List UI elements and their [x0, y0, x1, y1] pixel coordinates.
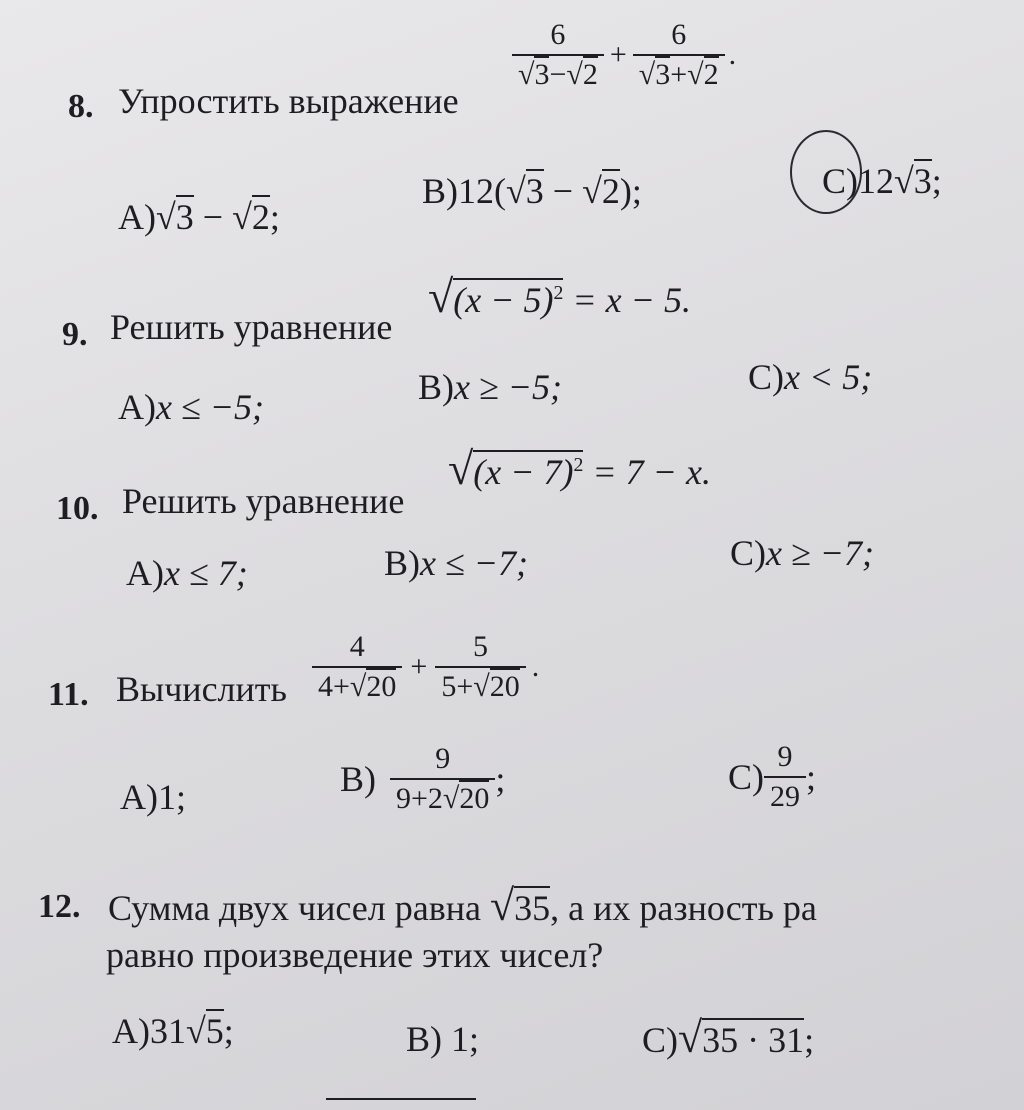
expression: $\frac{4}{4+√20}$ + $\frac{5}{5+√20}$ . — [312, 630, 539, 704]
option-a[interactable]: A)31√5; — [112, 1011, 234, 1051]
fraction: $\frac{6}{√3-√2}$ — [512, 18, 604, 92]
question-number: 10. — [56, 490, 99, 527]
question-prompt: Упростить выражение — [118, 81, 459, 121]
option-c[interactable]: C)x < 5; — [748, 357, 873, 397]
fraction: $\frac{6}{√3+√2}$ — [633, 18, 725, 92]
question-number: 9. — [62, 316, 88, 353]
cut-off-line — [326, 1098, 476, 1100]
option-c[interactable]: C)x ≥ −7; — [730, 533, 875, 573]
question-text-line2: равно произведение этих чисел? — [106, 935, 604, 975]
question-prompt: Решить уравнение — [122, 481, 405, 521]
option-b[interactable]: B) 1; — [406, 1019, 480, 1059]
fraction: $\frac{9}{9+2√20}$ — [390, 742, 495, 816]
question-number: 11. — [48, 676, 89, 713]
option-b[interactable]: B)x ≤ −7; — [384, 543, 529, 583]
question-number: 8. — [68, 88, 94, 125]
equation: $√(x - 5)^2 = x - 5$. — [428, 271, 691, 322]
option-c[interactable]: C)√35 · 31; — [642, 1013, 815, 1062]
fraction: $\frac{9}{29}$ — [764, 740, 806, 814]
question-prompt: Вычислить — [116, 669, 287, 709]
equation: $√(x - 7)^2 = 7 - x$. — [448, 443, 711, 494]
expression: $\frac{6}{√3-√2}$ + $\frac{6}{√3+√2}$ . — [512, 18, 736, 92]
option-a[interactable]: A)√3 − √2; — [118, 197, 280, 237]
option-c[interactable]: C)12√3; — [822, 161, 942, 201]
fraction: $\frac{4}{4+√20}$ — [312, 630, 402, 704]
option-c[interactable]: C) $\frac{9}{29}$ ; — [728, 740, 817, 813]
question-prompt: Решить уравнение — [110, 307, 393, 347]
fraction: $\frac{5}{5+√20}$ — [435, 630, 525, 704]
option-b[interactable]: B)x ≥ −5; — [418, 367, 563, 407]
option-a[interactable]: A)x ≤ 7; — [126, 553, 248, 593]
option-a[interactable]: A)x ≤ −5; — [118, 387, 265, 427]
question-number: 12. — [38, 888, 81, 925]
option-b[interactable]: B) $\frac{9}{9+2√20}$ ; — [340, 742, 506, 815]
option-a[interactable]: A)1; — [120, 777, 187, 817]
question-text-line1: Сумма двух чисел равна √35, а их разность ра — [108, 881, 817, 930]
option-b[interactable]: B)12(√3 − √2); — [422, 171, 642, 211]
